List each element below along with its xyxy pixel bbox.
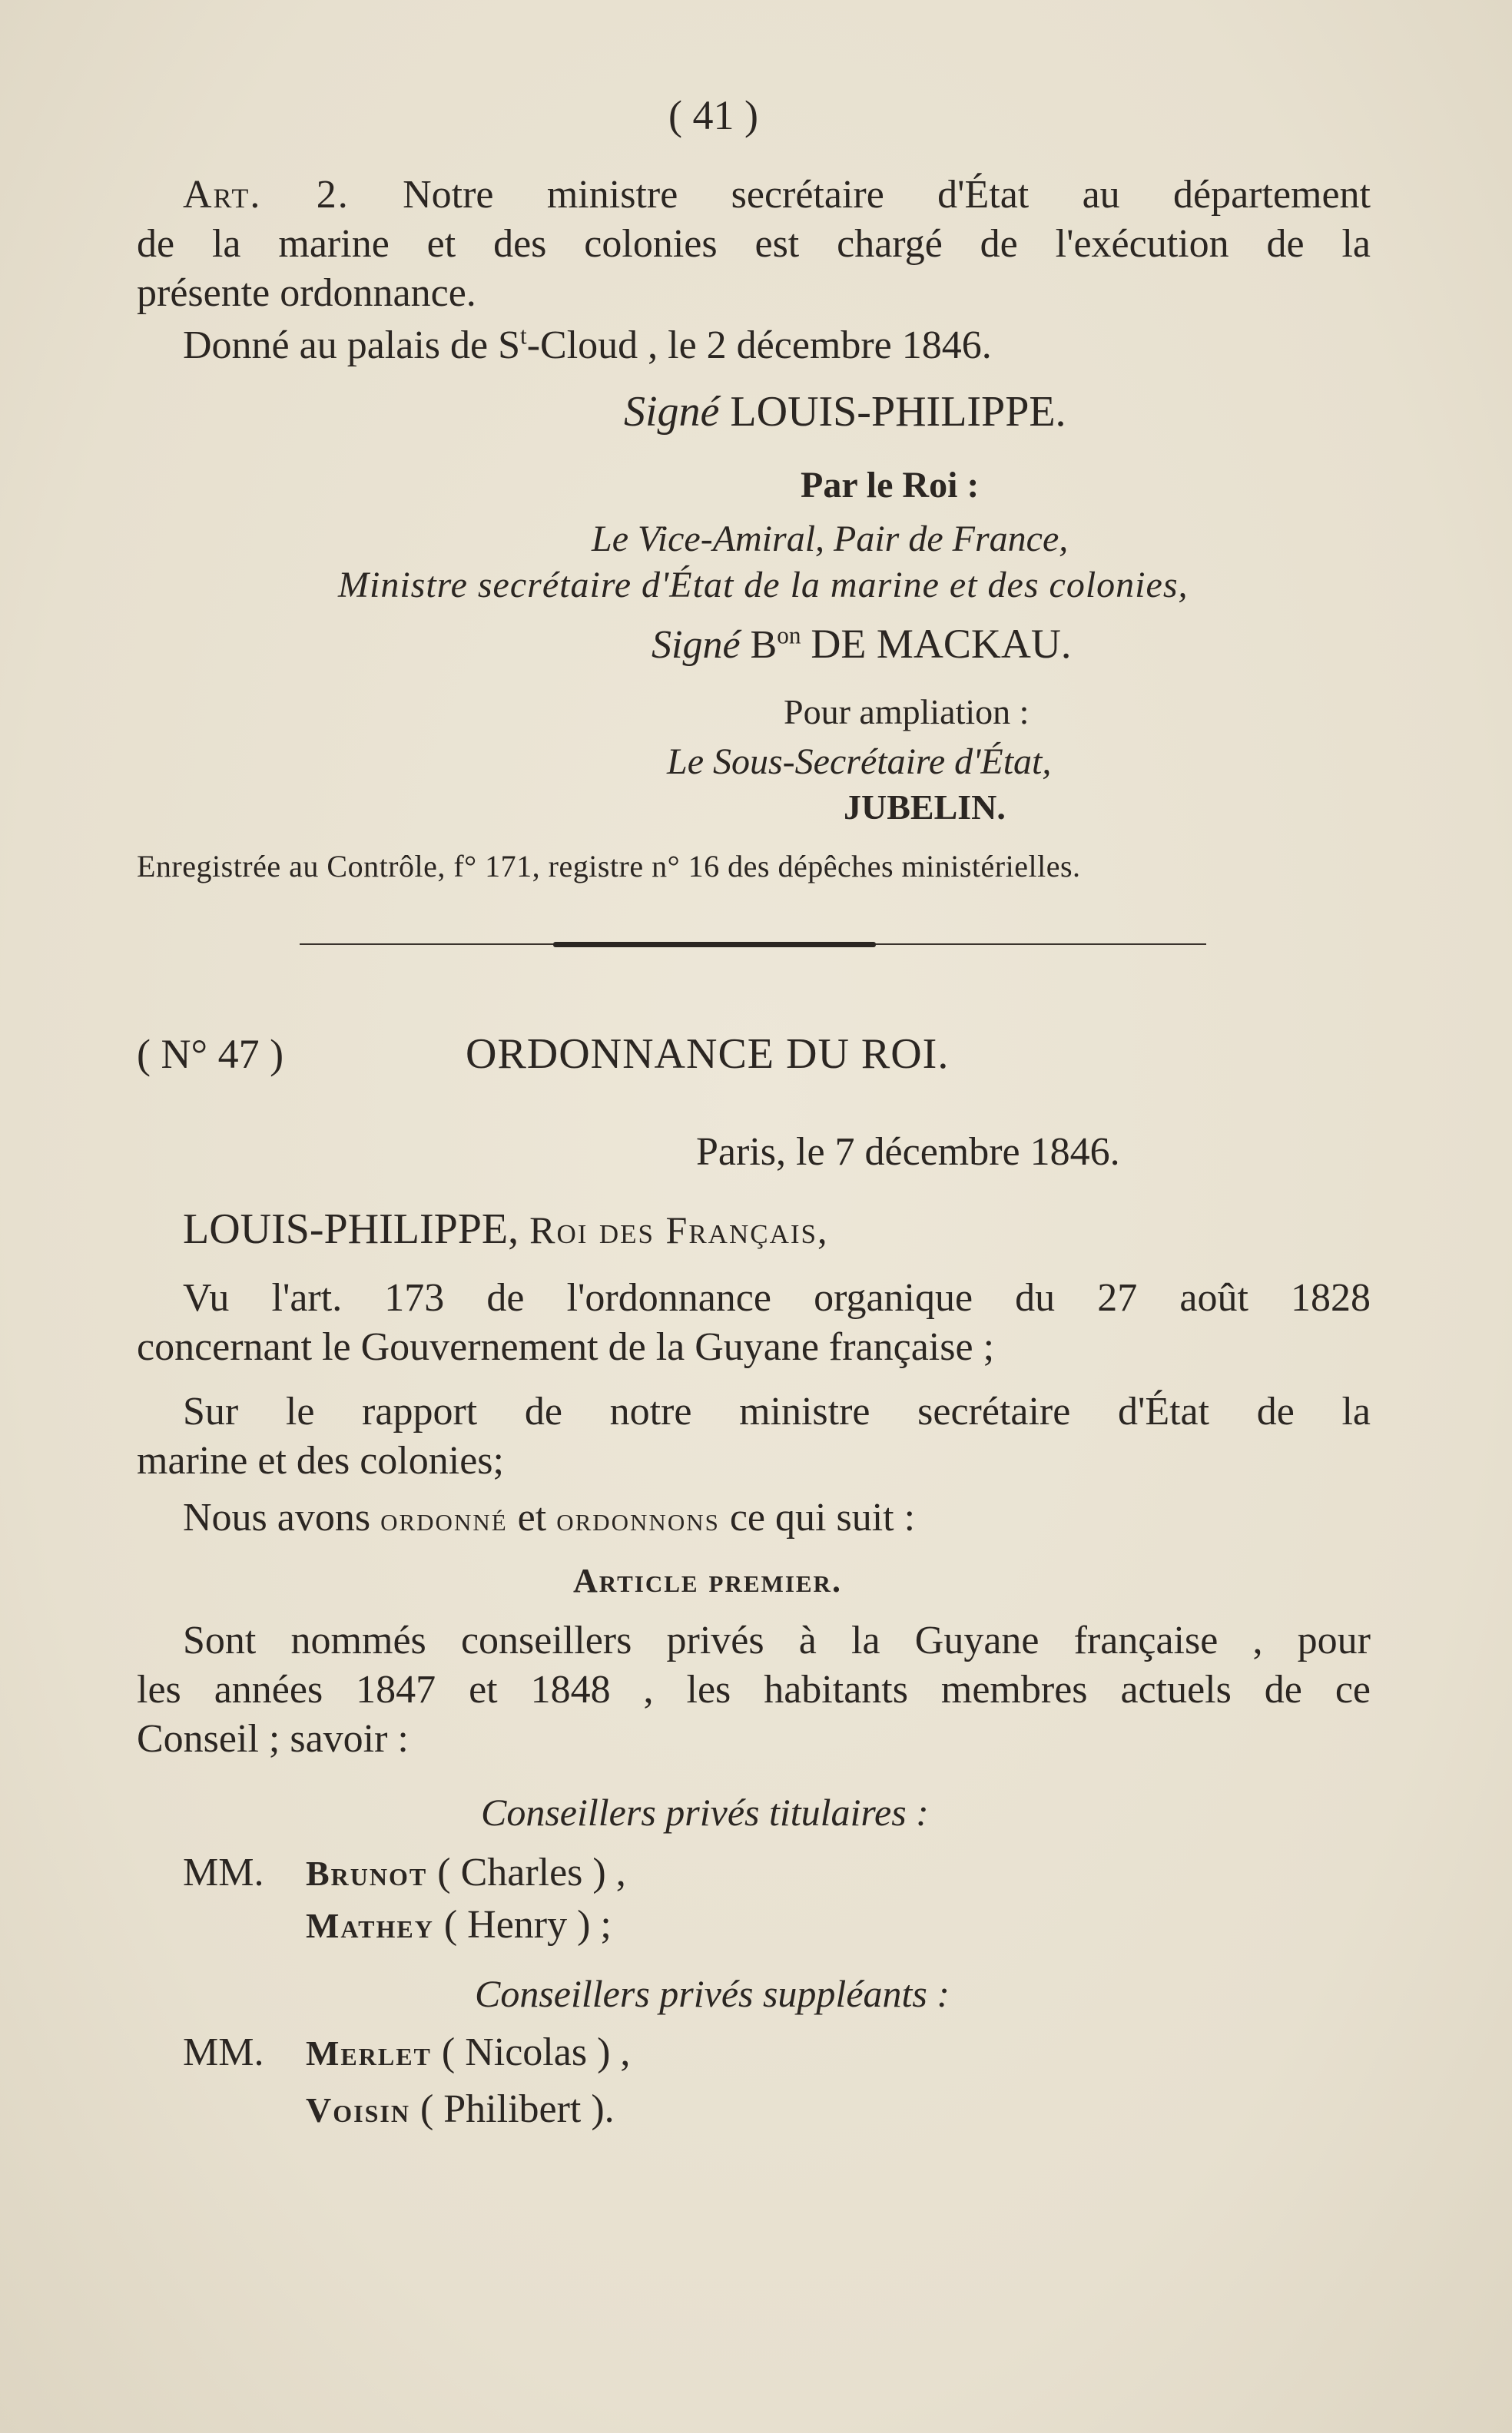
sont-line3: Conseil ; savoir : bbox=[137, 1717, 409, 1761]
given-prefix: Donné au palais de S bbox=[183, 323, 521, 367]
suppleant-surname: Voisin bbox=[306, 2090, 410, 2130]
art2-line3: présente ordonnance. bbox=[137, 271, 476, 315]
registration-line: Enregistrée au Contrôle, f° 171, registre n° 16 des dépêches ministérielles. bbox=[137, 849, 1081, 883]
article-heading: Article premier. bbox=[573, 1562, 842, 1599]
jubelin-signature: JUBELIN. bbox=[844, 787, 1006, 827]
mm-prefix: MM. bbox=[183, 2030, 264, 2074]
given-at-line bbox=[183, 321, 992, 370]
nous-prefix: Nous avons bbox=[183, 1496, 371, 1540]
sous-secretaire-line: Le Sous-Secrétaire d'État, bbox=[667, 741, 1052, 782]
par-le-roi: Par le Roi : bbox=[801, 465, 980, 505]
king-signature-name: LOUIS-PHILIPPE. bbox=[730, 388, 1066, 436]
mm-prefix: MM. bbox=[183, 1851, 264, 1894]
king-title: Roi des Français, bbox=[529, 1208, 829, 1251]
titulaire-row-2 bbox=[183, 1901, 612, 1951]
titulaire-given: ( Henry ) ; bbox=[443, 1903, 612, 1947]
nous-suffix: ce qui suit : bbox=[729, 1496, 916, 1540]
vu-line2: concernant le Gouvernement de la Guyane française ; bbox=[137, 1325, 995, 1369]
minister-title-line: Ministre secrétaire d'État de la marine et des colonies, bbox=[338, 565, 1189, 605]
signature-king bbox=[624, 386, 1066, 438]
vice-admiral-line: Le Vice-Amiral, Pair de France, bbox=[592, 519, 1069, 559]
sur-line2: marine et des colonies; bbox=[137, 1439, 504, 1483]
sur-line1: Sur le rapport de notre ministre secrétaire d'État de la bbox=[183, 1390, 1371, 1434]
ordinance-date: Paris, le 7 décembre 1846. bbox=[696, 1130, 1120, 1174]
vu-line1: Vu l'art. 173 de l'ordonnance organique du 27 août 1828 bbox=[183, 1276, 1371, 1320]
art2-line1-text: Notre ministre secrétaire d'État au département bbox=[403, 173, 1371, 217]
baron-letter: B bbox=[750, 623, 778, 667]
given-sup: t bbox=[520, 322, 527, 350]
art2-line1 bbox=[183, 171, 1371, 220]
given-suffix: -Cloud , le 2 décembre 1846. bbox=[526, 323, 992, 367]
titulaire-surname: Brunot bbox=[306, 1854, 428, 1893]
nous-et: et bbox=[517, 1496, 547, 1540]
minister-signature-name: DE MACKAU. bbox=[811, 621, 1072, 667]
pour-ampliation: Pour ampliation : bbox=[784, 692, 1030, 731]
signature-minister bbox=[652, 619, 1071, 670]
sont-line1: Sont nommés conseillers privés à la Guyane française , pour bbox=[183, 1619, 1371, 1662]
suppleant-given: ( Nicolas ) , bbox=[441, 2030, 631, 2074]
suppleant-surname: Merlet bbox=[306, 2034, 432, 2073]
king-name: LOUIS-PHILIPPE, bbox=[183, 1205, 519, 1253]
suppleant-row-2 bbox=[183, 2085, 615, 2135]
baron-sup: on bbox=[777, 622, 801, 649]
page-number: ( 41 ) bbox=[668, 92, 758, 138]
separator-rule-thick bbox=[553, 942, 876, 947]
suppleant-row-1 bbox=[183, 2028, 630, 2078]
art2-line2: de la marine et des colonies est chargé de l'exécution de la bbox=[137, 222, 1371, 266]
titulaire-surname: Mathey bbox=[306, 1906, 434, 1945]
king-line bbox=[183, 1203, 828, 1256]
nous-avons-line bbox=[183, 1493, 915, 1544]
suppleants-heading: Conseillers privés suppléants : bbox=[475, 1972, 950, 2015]
titulaire-row-1 bbox=[183, 1848, 626, 1898]
suppleant-given: ( Philibert ). bbox=[419, 2087, 615, 2131]
art2-label: Art. 2. bbox=[183, 173, 350, 217]
ordinance-title: ORDONNANCE DU ROI. bbox=[466, 1030, 950, 1078]
titulaires-heading: Conseillers privés titulaires : bbox=[481, 1791, 929, 1834]
signed-label-1: Signé bbox=[624, 388, 720, 436]
baron-abbrev bbox=[751, 623, 801, 667]
nous-ordonne: ordonné bbox=[380, 1500, 508, 1538]
titulaire-given: ( Charles ) , bbox=[437, 1851, 626, 1894]
ordinance-number: ( N° 47 ) bbox=[137, 1031, 284, 1077]
signed-label-2: Signé bbox=[652, 623, 741, 667]
nous-ordonnons: ordonnons bbox=[556, 1500, 720, 1538]
sont-line2: les années 1847 et 1848 , les habitants membres actuels de ce bbox=[137, 1668, 1371, 1712]
